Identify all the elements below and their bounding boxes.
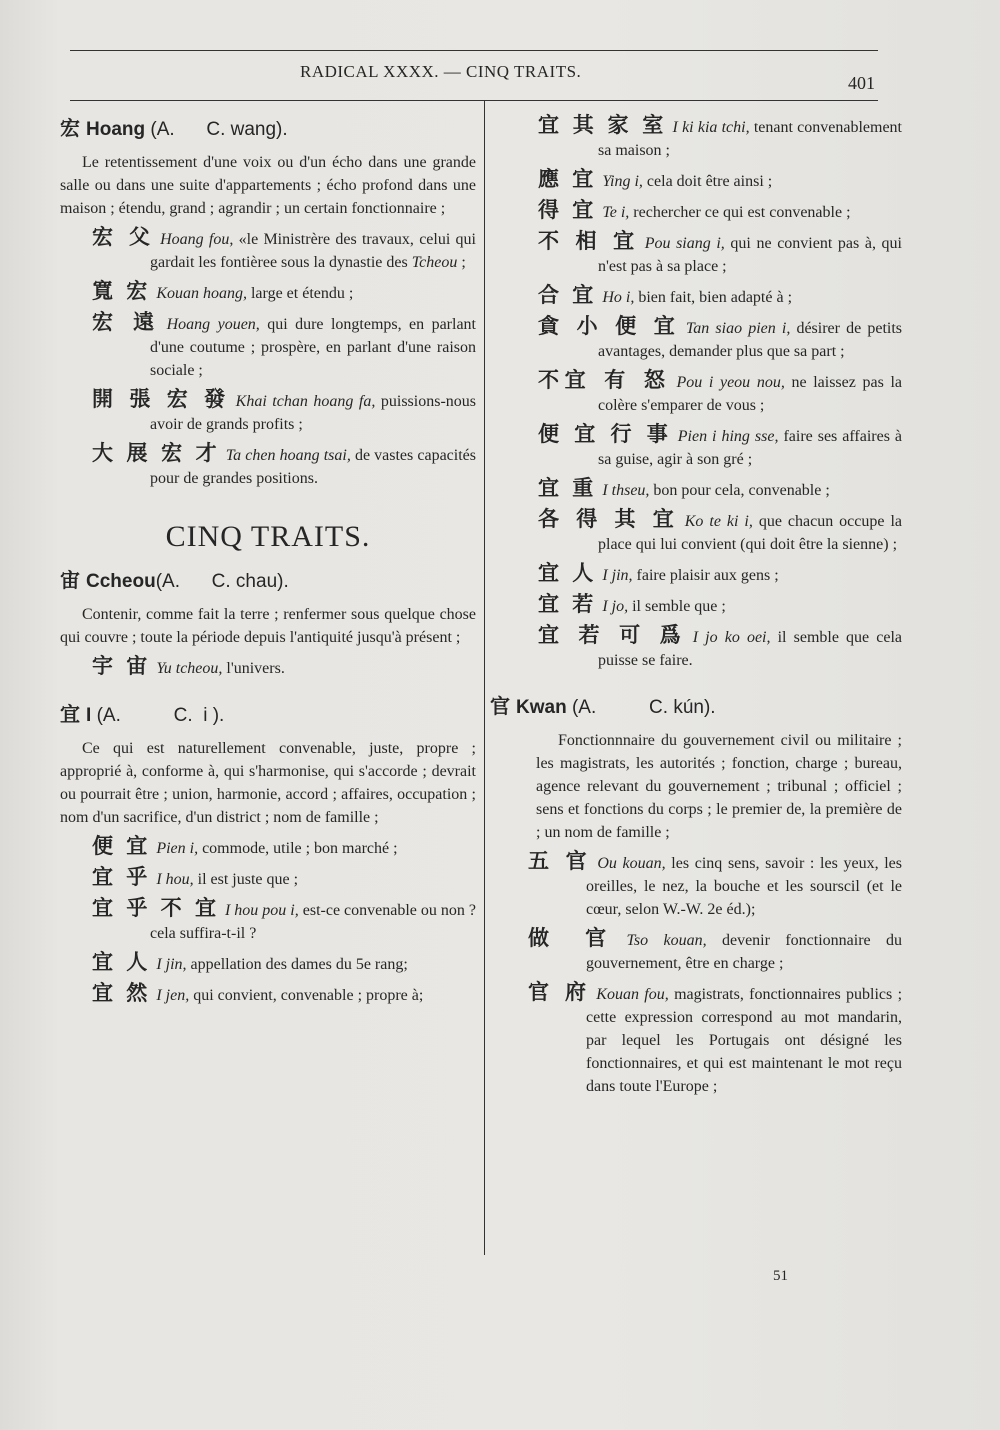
compound-roman: Te i, (602, 204, 630, 221)
compound-chars: 宏 遠 (92, 310, 161, 334)
compound-chars: 開 張 宏 發 (92, 387, 230, 411)
compound-roman: I ki kia tchi, (672, 119, 750, 136)
compound-roman: Ko te ki i, (684, 513, 753, 530)
compound-roman: Ou kouan, (597, 855, 666, 872)
compound (60, 655, 476, 680)
definition: Fonctionnnaire du gouvernement civil ou militaire ; les magistrats, les autorités ; fonction, charge ; bureau, agence relevant du gouvernement ; tribunal ; officiel ; sens et fonctions du corps ; le premier de, la première de ; un nom de famille ; (536, 732, 902, 841)
compound-roman: I hou, (156, 871, 194, 888)
compound-roman: Khai tchan hoang fa, (235, 393, 376, 410)
entry-head-ccheou (60, 564, 476, 593)
compound-roman: Tso kouan, (626, 932, 707, 949)
compound-chars: 得 宜 (538, 198, 597, 222)
compound-roman: Hoang youen, (166, 316, 260, 333)
compound-meaning: il semble que cela puisse se faire. (598, 629, 903, 669)
compound-roman: I jin, (156, 956, 187, 973)
compound (494, 981, 902, 1098)
compound (60, 835, 476, 860)
compound-roman: Pien i, (156, 840, 199, 857)
right-column (490, 113, 903, 1104)
compound-chars: 宜 乎 (92, 865, 151, 889)
running-title: RADICAL XXXX. — CINQ TRAITS. (300, 62, 582, 81)
compound-chars: 合 宜 (538, 283, 597, 307)
compound (494, 927, 902, 975)
compound-meaning: qui ne convient pas à, qui n'est pas à sa place ; (598, 235, 903, 275)
compound-roman: Hoang fou, (160, 231, 234, 248)
compound (60, 442, 476, 490)
compound-roman: I jin, (602, 567, 633, 584)
compound-roman: I jo, (602, 598, 629, 615)
compound-roman: Ying i, (602, 173, 643, 190)
compound-chars: 寬 宏 (92, 279, 151, 303)
compound-meaning: ne laissez pas la colère s'emparer de vous ; (598, 374, 902, 414)
compound-chars: 宜 乎 不 宜 (92, 896, 219, 920)
compound (494, 168, 902, 193)
compound-chars: 便 宜 行 事 (538, 422, 672, 446)
compound-roman: Tan siao pien i, (685, 320, 791, 337)
compound (60, 897, 476, 945)
compound-roman: Yu tcheou, (156, 660, 223, 677)
compound-roman: Kouan fou, (596, 986, 669, 1003)
compound-meaning: il semble que ; (628, 598, 726, 615)
headword-roman: Ccheou (86, 571, 156, 592)
compound (494, 230, 902, 278)
header-rule (70, 100, 878, 101)
compound-meaning: tenant convenablement sa maison ; (598, 119, 902, 159)
compound-meaning: appellation des dames du 5e rang; (186, 956, 408, 973)
entry-head-i (60, 698, 476, 727)
compound-chars: 各 得 其 宜 (538, 507, 679, 531)
compound (60, 866, 476, 891)
compound-meaning: puissions-nous avoir de grands profits ; (150, 393, 477, 433)
compound-chars: 宜 人 (538, 561, 597, 585)
headword-char: 宜 (60, 702, 80, 726)
compound-meaning: de vastes capacités pour de grandes positions. (150, 447, 476, 487)
compound-chars: 便 宜 (92, 834, 151, 858)
compound-meaning: «le Ministrère des travaux, celui qui gardait les fontièree sous la dynastie des (150, 231, 476, 271)
compound-chars: 不宜 有 怒 (538, 368, 671, 392)
headword-char: 宏 (60, 116, 80, 140)
compound-chars: 應 宜 (538, 167, 597, 191)
compound-meaning: rechercher ce qui est convenable ; (629, 204, 851, 221)
compound (494, 850, 902, 921)
compound (494, 284, 902, 309)
compound (494, 199, 902, 224)
compound (494, 624, 902, 672)
compound (60, 388, 476, 436)
compound-meaning: qui convient, convenable ; propre à; (189, 987, 424, 1004)
compound-meaning: que chacun occupe la place qui lui convient (qui doit être la sienne) ; (598, 513, 902, 553)
compound-roman: Pien i hing sse, (677, 428, 779, 445)
compound-chars: 做 官 (528, 926, 621, 950)
compound (494, 315, 902, 363)
headword-amoy: (A. (96, 705, 121, 726)
compound-meaning: devenir fonctionnaire du gouvernement, être en charge ; (586, 932, 902, 972)
compound (60, 311, 476, 382)
compound-chars: 宜 重 (538, 476, 597, 500)
compound-chars: 五 官 (528, 849, 592, 873)
headword-roman: Hoang (86, 119, 146, 140)
definition: Le retentissement d'une voix ou d'un écho dans une grande salle ou dans une suite d'appartements ; écho profond dans une maison ; étendu, grand ; agrandir ; un certain fonctionnaire ; (60, 154, 476, 217)
compound (494, 423, 902, 471)
compound-meaning: est-ce convenable ou non ? cela suffira-t-il ? (150, 902, 476, 942)
compound-meaning: faire plaisir aux gens ; (632, 567, 779, 584)
compound-meaning: commode, utile ; bon marché ; (198, 840, 398, 857)
compound-roman: I jen, (156, 987, 190, 1004)
compound (60, 982, 476, 1007)
compound-meaning: magistrats, fonctionnaires publics ; cette expression correspond au mot mandarin, par lequel les Portugais ont désigné les fonctionnaires, et qui est maintenant le mot reçu dans toute l'Europe ; (586, 986, 903, 1095)
compound-roman: Pou siang i, (644, 235, 725, 252)
definition: Ce qui est naturellement convenable, juste, propre ; approprié à, conforme à, qui s'harmonise, qui s'accorde ; devrait ou pourrait être ; union, harmonie, accord ; affaires, occupation ; nom d'un sacrifice, d'un district ; nom de famille ; (60, 740, 476, 826)
compound-tail: ; (457, 254, 466, 271)
page-number: 401 (848, 73, 875, 93)
headword-roman: I (86, 705, 92, 726)
compound (494, 562, 902, 587)
compound-meaning: l'univers. (222, 660, 285, 677)
compound-roman: Kouan hoang, (156, 285, 247, 302)
compound-meaning: cela doit être ainsi ; (642, 173, 773, 190)
headword-amoy: (A. (571, 697, 597, 718)
compound (60, 226, 476, 274)
compound-meaning: désirer de petits avantages, demander plus que sa part ; (598, 320, 903, 360)
compound-meaning: bien fait, bien adapté à ; (634, 289, 793, 306)
compound (60, 951, 476, 976)
compound (494, 593, 902, 618)
compound-meaning: faire ses affaires à sa guise, agir à son gré ; (598, 428, 903, 468)
compound (60, 280, 476, 305)
section-title: CINQ TRAITS. (165, 520, 371, 553)
compound-meaning: large et étendu ; (246, 285, 354, 302)
compound-meaning: il est juste que ; (193, 871, 299, 888)
headword-cantonese: C. wang). (206, 119, 288, 140)
compound-meaning: les cinq sens, savoir : les yeux, les oreilles, le nez, la bouche et les sourscil (et le cœur, selon W.-W. 2e éd.); (586, 855, 903, 918)
top-rule (70, 50, 878, 51)
compound (494, 477, 902, 502)
headword-amoy: (A. (150, 119, 175, 140)
compound (494, 114, 902, 162)
compound-chars: 大 展 宏 才 (92, 441, 220, 465)
compound-roman: I jo ko oei, (692, 629, 771, 646)
compound-chars: 宜 若 可 爲 (538, 623, 687, 647)
headword-char: 宙 (60, 568, 80, 592)
compound-chars: 宏 父 (92, 225, 155, 249)
compound-dynasty: Tcheou (411, 254, 458, 271)
compound-chars: 宜 若 (538, 592, 597, 616)
compound-chars: 官 府 (528, 980, 591, 1004)
compound-roman: Ho i, (602, 289, 635, 306)
signature-mark: 51 (773, 1268, 788, 1284)
entry-head-hoang (60, 112, 476, 141)
definition: Contenir, comme fait la terre ; renfermer sous quelque chose qui couvre ; toute la période depuis l'antiquité jusqu'à présent ; (60, 606, 476, 646)
compound-chars: 宜 人 (92, 950, 151, 974)
compound-chars: 貪 小 便 宜 (538, 314, 680, 338)
headword-cantonese: C. kún). (649, 697, 716, 718)
compound (494, 508, 902, 556)
compound-roman: I hou pou i, (224, 902, 299, 919)
compound-chars: 宇 宙 (92, 654, 151, 678)
headword-roman: Kwan (516, 697, 567, 718)
compound-meaning: qui dure longtemps, en parlant d'une coutume ; prospère, en parlant d'une raison sociale ; (150, 316, 477, 379)
compound-chars: 宜 其 家 室 (538, 113, 667, 137)
compound (494, 369, 902, 417)
headword-char: 官 (490, 694, 510, 718)
headword-cantonese: C. chau). (211, 571, 289, 592)
column-divider (484, 100, 485, 1255)
compound-chars: 宜 然 (92, 981, 151, 1005)
headword-cantonese: C. i ). (173, 705, 225, 726)
compound-meaning: bon pour cela, convenable ; (649, 482, 830, 499)
entry-head-kwan (490, 690, 902, 719)
compound-roman: Ta chen hoang tsai, (225, 447, 351, 464)
compound-roman: Pou i yeou nou, (676, 374, 785, 391)
compound-chars: 不 相 宜 (538, 229, 639, 253)
left-column (60, 112, 476, 1013)
headword-amoy: (A. (155, 571, 180, 592)
compound-roman: I thseu, (602, 482, 650, 499)
